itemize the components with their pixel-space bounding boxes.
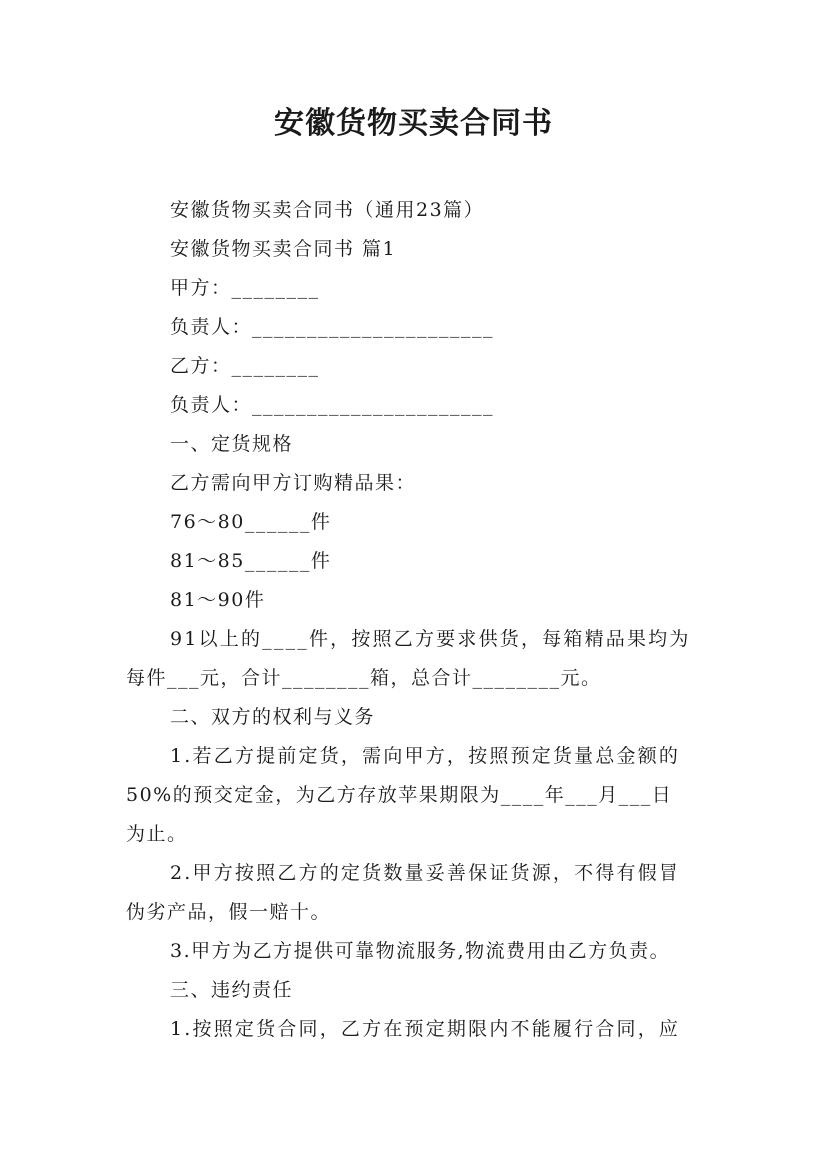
section-heading: 安徽货物买卖合同书 篇1 <box>170 238 397 260</box>
clause-heading-2: 二、双方的权利与义务 <box>170 706 376 728</box>
size-line: 81～85______件 <box>170 550 332 572</box>
size-line: 76～80______件 <box>170 511 332 533</box>
party-a-manager-line: 负责人：______________________ <box>170 316 495 338</box>
clause-heading-1: 一、定货规格 <box>170 433 294 455</box>
body-line: 50%的预交定金，为乙方存放苹果期限为____年___月___日 <box>126 784 673 806</box>
party-b-line: 乙方：________ <box>170 355 320 377</box>
clause-heading-3: 三、违约责任 <box>170 979 294 1001</box>
party-a-line: 甲方：________ <box>170 277 320 299</box>
party-b-manager-line: 负责人：______________________ <box>170 394 495 416</box>
subtitle-line: 安徽货物买卖合同书（通用23篇） <box>170 199 485 221</box>
body-line: 91以上的____件，按照乙方要求供货，每箱精品果均为 <box>170 628 691 650</box>
body-line: 1.若乙方提前定货，需向甲方，按照预定货量总金额的 <box>170 745 681 767</box>
body-line: 2.甲方按照乙方的定货数量妥善保证货源，不得有假冒 <box>170 862 681 884</box>
size-line: 81～90件 <box>170 589 266 611</box>
body-line: 3.甲方为乙方提供可靠物流服务,物流费用由乙方负责。 <box>170 940 671 962</box>
body-line: 1.按照定货合同，乙方在预定期限内不能履行合同，应 <box>170 1018 681 1040</box>
body-line: 乙方需向甲方订购精品果： <box>170 472 417 494</box>
document-title: 安徽货物买卖合同书 <box>274 106 553 141</box>
body-line: 每件___元，合计________箱，总合计________元。 <box>126 667 602 689</box>
body-line: 伪劣产品，假一赔十。 <box>126 901 332 923</box>
body-line: 为止。 <box>126 823 188 845</box>
